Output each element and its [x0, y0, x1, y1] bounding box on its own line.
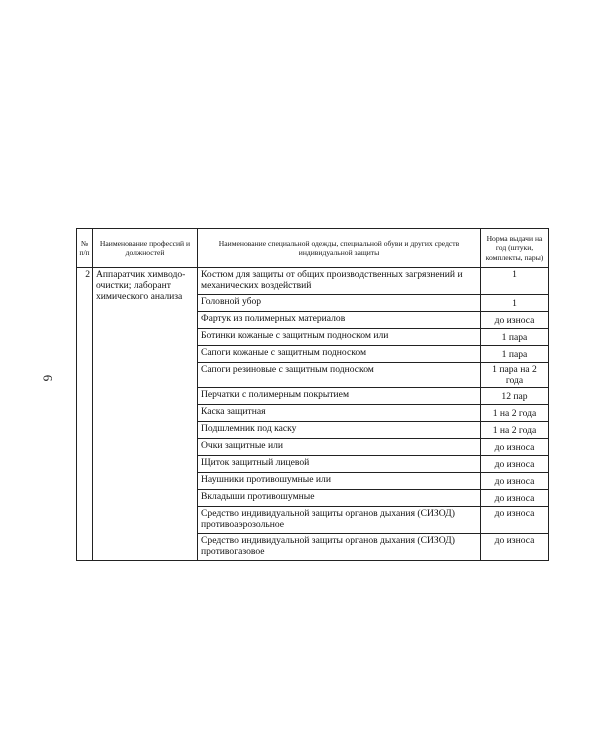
item-norm: до износа — [481, 456, 549, 473]
profession-cell: Аппаратчик химводо-очистки; лаборант химического анализа — [93, 268, 198, 561]
item-norm: 1 на 2 года — [481, 405, 549, 422]
item-norm: 1 пара — [481, 346, 549, 363]
item-name: Перчатки с полимерным покрытием — [198, 388, 481, 405]
item-name: Наушники противошумные или — [198, 473, 481, 490]
table-row — [77, 268, 549, 295]
header-item: Наименование специальной одежды, специальной обуви и других средств индивидуальной защиты — [198, 229, 481, 268]
item-norm: до износа — [481, 490, 549, 507]
header-norm: Норма выдачи на год (штуки, комплекты, пары) — [481, 229, 549, 268]
item-norm: до износа — [481, 312, 549, 329]
item-name: Ботинки кожаные с защитным подноском или — [198, 329, 481, 346]
item-norm: 1 пара на 2 года — [481, 363, 549, 388]
item-norm: до износа — [481, 534, 549, 561]
page-number: 6 — [40, 374, 56, 382]
ppe-norms-table — [76, 228, 549, 561]
item-norm: 1 пара — [481, 329, 549, 346]
item-norm: 1 на 2 года — [481, 422, 549, 439]
item-name: Сапоги резиновые с защитным подноском — [198, 363, 481, 388]
item-name: Подшлемник под каску — [198, 422, 481, 439]
header-number: № п/п — [77, 229, 93, 268]
item-name: Вкладыши противошумные — [198, 490, 481, 507]
item-name: Средство индивидуальной защиты органов дыхания (СИЗОД) противоаэрозольное — [198, 507, 481, 534]
header-profession: Наименование профессий и должностей — [93, 229, 198, 268]
item-norm: до износа — [481, 507, 549, 534]
table-header-row — [77, 229, 549, 268]
item-name: Средство индивидуальной защиты органов дыхания (СИЗОД) противогазовое — [198, 534, 481, 561]
item-name: Костюм для защиты от общих производственных загрязнений и механических воздействий — [198, 268, 481, 295]
item-name: Фартук из полимерных материалов — [198, 312, 481, 329]
item-norm: 12 пар — [481, 388, 549, 405]
item-name: Головной убор — [198, 295, 481, 312]
item-name: Сапоги кожаные с защитным подноском — [198, 346, 481, 363]
row-number: 2 — [77, 268, 93, 561]
item-norm: до износа — [481, 473, 549, 490]
item-name: Каска защитная — [198, 405, 481, 422]
item-norm: до износа — [481, 439, 549, 456]
item-name: Щиток защитный лицевой — [198, 456, 481, 473]
item-norm: 1 — [481, 268, 549, 295]
item-name: Очки защитные или — [198, 439, 481, 456]
item-norm: 1 — [481, 295, 549, 312]
